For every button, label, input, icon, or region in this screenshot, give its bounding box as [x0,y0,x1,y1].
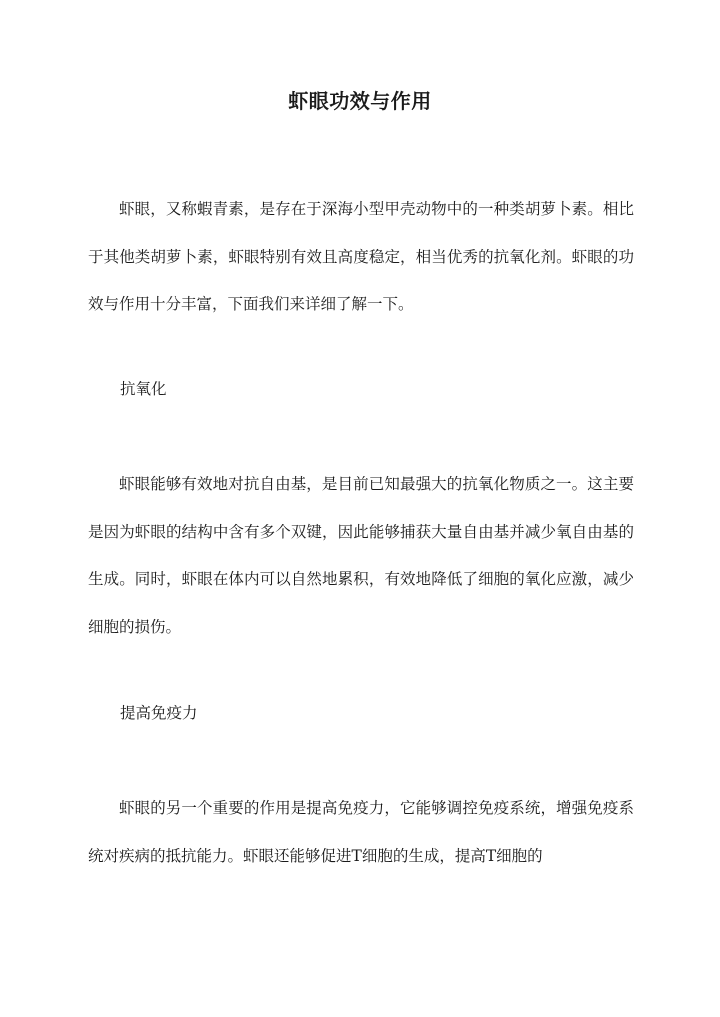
section-body-immunity: 虾眼的另一个重要的作用是提高免疫力，它能够调控免疫系统，增强免疫系统对疾病的抵抗能力。虾眼还能够促进T细胞的生成，提高T细胞的 [88,799,634,865]
section-heading-antioxidant: 抗氧化 [120,380,167,398]
document-title: 虾眼功效与作用 [288,89,432,113]
section-body-antioxidant: 虾眼能够有效地对抗自由基，是目前已知最强大的抗氧化物质之一。这主要是因为虾眼的结构中含有多个双键，因此能够捕获大量自由基并减少氧自由基的生成。同时，虾眼在体内可以自然地累积，有效地降低了细胞的氧化应激，减少细胞的损伤。 [88,475,634,636]
intro-paragraph: 虾眼，又称蝦青素，是存在于深海小型甲壳动物中的一种类胡萝卜素。相比于其他类胡萝卜素，虾眼特别有效且高度稳定，相当优秀的抗氧化剂。虾眼的功效与作用十分丰富，下面我们来详细了解一下。 [88,200,634,313]
section-heading-immunity: 提高免疫力 [120,704,198,722]
